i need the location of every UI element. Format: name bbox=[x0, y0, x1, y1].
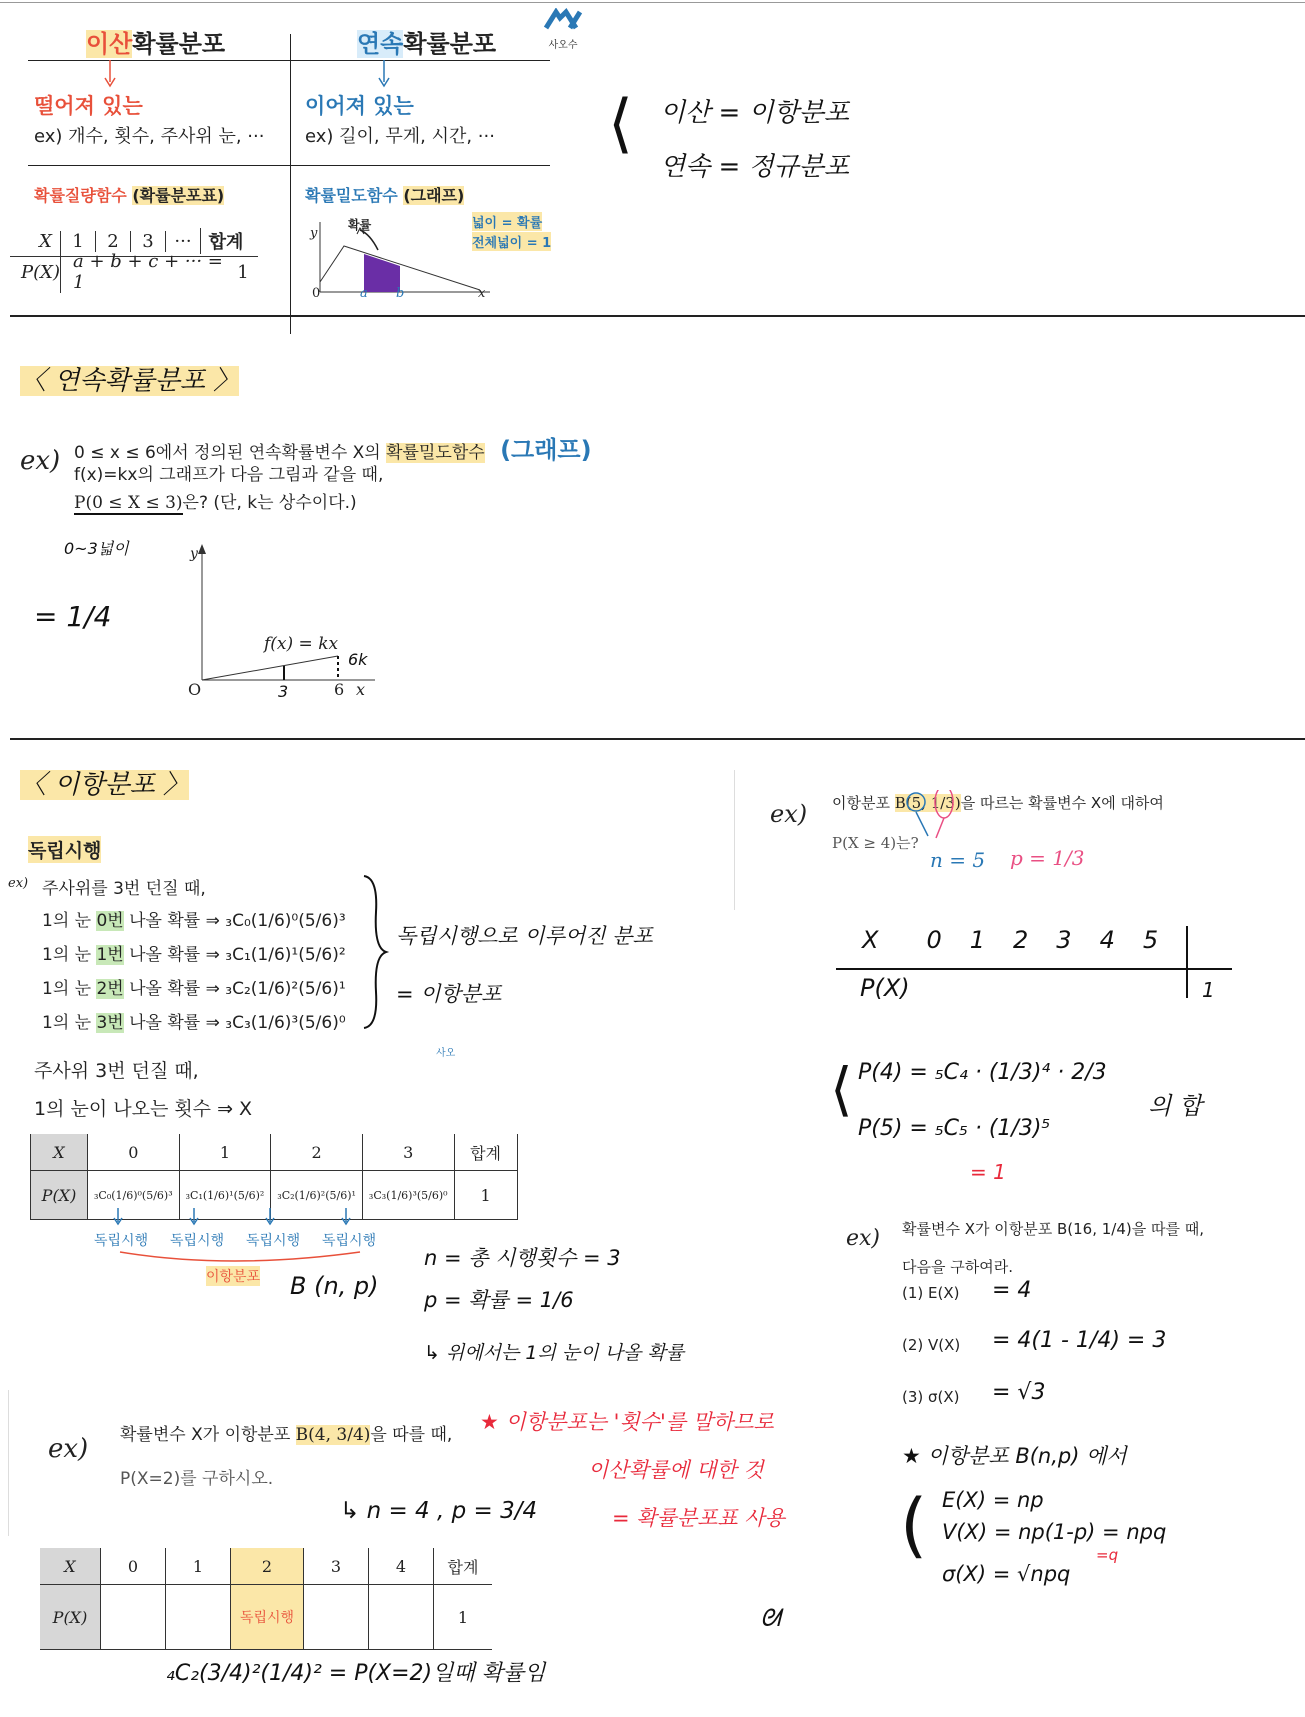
ex3-line1: 확률변수 X가 이항분포 B(16, 1/4)을 따를 때, bbox=[902, 1220, 1205, 1238]
dice-line-prefix: 1의 눈 bbox=[42, 945, 97, 965]
continuous-suffix: 확률분포 bbox=[403, 30, 497, 58]
pmf-x-cell: ··· bbox=[165, 231, 200, 252]
dist-header-cell: 1 bbox=[179, 1134, 271, 1171]
right-line2: P(X ≥ 4)는? bbox=[832, 834, 919, 852]
hand-table-x-row bbox=[862, 926, 1158, 954]
q2: (2) V(X) bbox=[902, 1336, 961, 1354]
pdf-paren: (그래프) bbox=[403, 186, 465, 205]
hand-table-sum: 1 bbox=[1202, 978, 1215, 1002]
mini-logo: 사오 bbox=[436, 1048, 456, 1059]
dice-line-count: 1번 bbox=[96, 945, 124, 965]
dist-row-sum: 1 bbox=[454, 1171, 517, 1220]
table2-header-cell: 0 bbox=[101, 1548, 166, 1585]
dice-line-suffix: 나올 확률 ⇒ ₃C₂(1/6)²(5/6)¹ bbox=[123, 979, 346, 999]
table2-row-sum: 1 bbox=[434, 1585, 493, 1650]
table2 bbox=[40, 1548, 492, 1650]
kx-graph-tick6: 6 bbox=[334, 680, 345, 699]
dice-line-prefix: 1의 눈 bbox=[42, 979, 97, 999]
hand-p5: P(5) = ₅C₅ · (1/3)⁵ bbox=[858, 1116, 1051, 1141]
pmf-sum-header: 합계 bbox=[200, 228, 251, 254]
down-arrow-icon bbox=[100, 60, 120, 90]
logo bbox=[540, 8, 586, 51]
hand-table-x-cell: 1 bbox=[969, 926, 986, 954]
hand-area-answer: = 1/4 bbox=[34, 600, 112, 633]
continuous-title bbox=[357, 24, 496, 59]
formula1: E(X) = np bbox=[942, 1488, 1044, 1512]
ex2-line1 bbox=[120, 1420, 452, 1445]
discrete-title bbox=[86, 24, 225, 59]
hand-scribble: ᘛ bbox=[760, 1604, 781, 1632]
binomial-heading bbox=[20, 764, 189, 801]
pdf-note1: 넓이 = 확률 bbox=[472, 212, 542, 231]
hand-note-1: 이산 = 이항분포 bbox=[660, 98, 850, 128]
hand-table-x-cell: 0 bbox=[926, 926, 942, 954]
formula2: V(X) = np(1-p) = npq bbox=[942, 1520, 1167, 1544]
discrete-prefix: 이산 bbox=[86, 30, 133, 58]
table2-header-cell: 3 bbox=[304, 1548, 369, 1585]
right-line1-prefix: 이항분포 bbox=[832, 794, 895, 812]
pmf-p-total: 1 bbox=[237, 261, 249, 283]
hand-np: ↳ n = 4 , p = 3/4 bbox=[340, 1498, 538, 1524]
hand-bottom: ₄C₂(3/4)²(1/4)² = P(X=2)일때 확률임 bbox=[166, 1661, 546, 1686]
ex3-line2: 다음을 구하여라. bbox=[902, 1258, 1013, 1276]
right-line1 bbox=[832, 792, 1164, 813]
hand-sum: 의 합 bbox=[1148, 1092, 1202, 1120]
pmf-x-header: X bbox=[39, 230, 52, 252]
hand-note-2: 연속 = 정규분포 bbox=[660, 152, 850, 182]
pdf-arrow-label: 확률 bbox=[348, 218, 372, 232]
dice-line-count: 3번 bbox=[96, 1013, 124, 1033]
dice-line-prefix: 1의 눈 bbox=[42, 911, 97, 931]
indep-label: 독립시행 bbox=[170, 1233, 225, 1249]
pmf-p-sum: a + b + c + ··· = 1 bbox=[60, 251, 228, 293]
pdf-axis-y: y bbox=[310, 226, 318, 241]
kx-graph-origin: O bbox=[188, 680, 202, 699]
logo-mark-icon bbox=[542, 8, 584, 32]
pdf-b: b bbox=[396, 286, 405, 301]
right-line1-math: B(5, 1/3) bbox=[894, 794, 961, 812]
continuous-example: ex) 길이, 무게, 시간, ··· bbox=[305, 126, 495, 147]
formula3: σ(X) = √npq bbox=[942, 1562, 1071, 1586]
kx-graph-y: y bbox=[190, 546, 198, 562]
indep-label: 독립시행 bbox=[94, 1233, 149, 1249]
kx-graph-x: x bbox=[356, 680, 366, 699]
dice-title: 주사위를 3번 던질 때, bbox=[42, 879, 206, 899]
dist-header-sum: 합계 bbox=[454, 1134, 517, 1171]
problem-line3-math: P(0 ≤ X ≤ 3) bbox=[74, 493, 183, 513]
hand-paren: ( bbox=[900, 1484, 928, 1566]
hand-table-x-cell: 2 bbox=[1013, 926, 1029, 954]
table2-header-x: X bbox=[40, 1548, 101, 1585]
indep-label: 독립시행 bbox=[322, 1233, 377, 1249]
pdf-a: a bbox=[360, 286, 368, 301]
indep-label: 독립시행 bbox=[246, 1233, 301, 1249]
hand-table-x-cell: 3 bbox=[1056, 926, 1072, 954]
dist-header-x: X bbox=[31, 1134, 88, 1171]
dice-line bbox=[42, 906, 346, 931]
table2-row-px: P(X) bbox=[40, 1585, 101, 1650]
continuous-heading bbox=[20, 360, 239, 397]
hand-table-p: P(X) bbox=[860, 974, 910, 1002]
annot-arrows bbox=[900, 790, 960, 850]
pdf-label bbox=[305, 183, 464, 206]
problem-line2: f(x)=kx의 그래프가 다음 그림과 같을 때, bbox=[74, 465, 384, 485]
hand-brace-icon bbox=[360, 872, 390, 1032]
problem-line1-highlight: 확률밀도함수 bbox=[386, 443, 485, 463]
dice-line-count: 2번 bbox=[96, 979, 124, 999]
dist-row-cell: ₃C₂(1/6)²(5/6)¹ bbox=[271, 1171, 363, 1220]
indep-subheading: 독립시행 bbox=[28, 836, 101, 863]
ex-label: ex) bbox=[20, 446, 61, 476]
ex2-line2: P(X=2)를 구하시오. bbox=[120, 1469, 274, 1489]
a2: = 4(1 - 1/4) = 3 bbox=[992, 1328, 1167, 1353]
a1: = 4 bbox=[992, 1278, 1032, 1303]
hand-p: p = 확률 = 1/6 bbox=[424, 1288, 574, 1312]
kx-graph-tick3: 3 bbox=[278, 682, 289, 701]
table2-row-cell bbox=[304, 1585, 369, 1650]
discrete-desc: 떨어져 있는 bbox=[34, 94, 143, 118]
pmf-x-cell: 2 bbox=[95, 231, 130, 252]
pdf-origin: 0 bbox=[312, 286, 321, 301]
continuous-heading-text: 〈 연속확률분포 〉 bbox=[20, 366, 240, 396]
table2-row-indep: 독립시행 bbox=[231, 1585, 304, 1650]
hand-eq1: = 1 bbox=[970, 1160, 1006, 1184]
pmf-p-header: P(X) bbox=[21, 261, 60, 283]
formula2-q: =q bbox=[1096, 1546, 1119, 1564]
kx-graph-6k: 6k bbox=[348, 650, 368, 669]
pmf-x-cell: 3 bbox=[130, 231, 165, 252]
problem-line1-prefix: 0 ≤ x ≤ 6에서 정의된 연속확률변수 X의 bbox=[74, 443, 387, 463]
table2-row-cell bbox=[101, 1585, 166, 1650]
dice-ex-label: ex) bbox=[8, 876, 29, 891]
pdf-text: 확률밀도함수 bbox=[305, 186, 398, 205]
ex3-label: ex) bbox=[846, 1226, 881, 1251]
right-n: n = 5 bbox=[930, 848, 986, 872]
hand-table-x-cell: 4 bbox=[1099, 926, 1115, 954]
continuous-desc: 이어져 있는 bbox=[305, 94, 414, 118]
dist-header-cell: 3 bbox=[362, 1134, 454, 1171]
binomial-heading-text: 〈 이항분포 〉 bbox=[20, 770, 189, 800]
pdf-axis-x: x bbox=[478, 286, 486, 301]
dice-line-suffix: 나올 확률 ⇒ ₃C₀(1/6)⁰(5/6)³ bbox=[123, 911, 346, 931]
red-note2: 이산확률에 대한 것 bbox=[588, 1458, 764, 1482]
pmf-text: 확률질량함수 bbox=[34, 186, 127, 205]
dist-row-cell: ₃C₁(1/6)¹(5/6)² bbox=[179, 1171, 271, 1220]
table2-row-cell bbox=[166, 1585, 231, 1650]
right-p: p = 1/3 bbox=[1010, 846, 1085, 870]
dice-line-suffix: 나올 확률 ⇒ ₃C₁(1/6)¹(5/6)² bbox=[123, 945, 346, 965]
hand-bracket2: ⟨ bbox=[830, 1055, 853, 1123]
down-arrow-icon bbox=[374, 60, 394, 90]
dice-line bbox=[42, 974, 346, 999]
problem-line1-hand: (그래프) bbox=[500, 436, 592, 464]
hand-table-x-cell: 5 bbox=[1142, 926, 1159, 954]
dist-title1: 주사위 3번 던질 때, bbox=[34, 1060, 199, 1082]
table2-header-cell: 2 bbox=[231, 1548, 304, 1585]
problem-line3 bbox=[74, 488, 357, 513]
ex2-label: ex) bbox=[48, 1434, 89, 1464]
a3: = √3 bbox=[992, 1380, 1046, 1405]
logo-text: 사오수 bbox=[548, 40, 578, 51]
right-line1-suffix: 을 따르는 확률변수 X에 대하여 bbox=[960, 794, 1164, 812]
discrete-suffix: 확률분포 bbox=[132, 30, 226, 58]
continuous-prefix: 연속 bbox=[357, 30, 404, 58]
dice-line-prefix: 1의 눈 bbox=[42, 1013, 97, 1033]
q3: (3) σ(X) bbox=[902, 1388, 960, 1406]
table2-header-cell: 4 bbox=[369, 1548, 434, 1585]
ex2-prefix: 확률변수 X가 이항분포 bbox=[120, 1425, 296, 1445]
hand-brace-note2: = 이항분포 bbox=[396, 982, 502, 1006]
hand-n: n = 총 시행횟수 = 3 bbox=[424, 1246, 621, 1270]
hand-table-x-head: X bbox=[862, 926, 879, 954]
dist-title2: 1의 눈이 나오는 횟수 ⇒ X bbox=[34, 1098, 253, 1120]
kx-graph-func: f(x) = kx bbox=[264, 634, 339, 654]
pmf-x-cell: 1 bbox=[60, 231, 95, 252]
dist-header-cell: 2 bbox=[271, 1134, 363, 1171]
pmf-table bbox=[10, 226, 258, 293]
red-note3: = 확률분포표 사용 bbox=[612, 1506, 785, 1530]
dist-row-cell: ₃C₃(1/6)³(5/6)⁰ bbox=[362, 1171, 454, 1220]
dice-line-suffix: 나올 확률 ⇒ ₃C₃(1/6)³(5/6)⁰ bbox=[123, 1013, 346, 1033]
pmf-label bbox=[34, 183, 224, 206]
dist-row-cell: ₃C₀(1/6)⁰(5/6)³ bbox=[88, 1171, 180, 1220]
hand-p-note: ↳ 위에서는 1의 눈이 나올 확률 bbox=[424, 1342, 685, 1364]
binom-label: 이항분포 bbox=[206, 1266, 260, 1286]
hand-brace-note1: 독립시행으로 이루어진 분포 bbox=[396, 924, 653, 948]
q1: (1) E(X) bbox=[902, 1284, 960, 1302]
discrete-example: ex) 개수, 횟수, 주사위 눈, ··· bbox=[34, 126, 265, 147]
hand-bracket: ⟨ bbox=[608, 87, 633, 161]
dist-header-cell: 0 bbox=[88, 1134, 180, 1171]
dist-row-px: P(X) bbox=[31, 1171, 88, 1220]
right-ex-label: ex) bbox=[770, 800, 808, 828]
ex2-math: B(4, 3/4) bbox=[295, 1425, 371, 1445]
red-note1: ★ 이항분포는 '횟수'를 말하므로 bbox=[480, 1410, 774, 1434]
table2-row-cell bbox=[369, 1585, 434, 1650]
pdf-note2: 전체넓이 = 1 bbox=[472, 232, 551, 251]
table2-header-cell: 1 bbox=[166, 1548, 231, 1585]
hand-area-label: 0~3넓이 bbox=[64, 539, 129, 558]
star-note: ★ 이항분포 B(n,p) 에서 bbox=[902, 1444, 1127, 1468]
dice-line-count: 0번 bbox=[96, 911, 124, 931]
dice-line bbox=[42, 940, 346, 965]
hand-B: B (n, p) bbox=[290, 1272, 379, 1300]
hand-p4: P(4) = ₅C₄ · (1/3)⁴ · 2/3 bbox=[858, 1060, 1107, 1085]
dice-line bbox=[42, 1008, 346, 1033]
table2-header-sum: 합계 bbox=[434, 1548, 493, 1585]
problem-line3-rest: 은? (단, k는 상수이다.) bbox=[182, 493, 357, 513]
pmf-paren: (확률분포표) bbox=[132, 186, 225, 205]
ex2-suffix: 을 따를 때, bbox=[370, 1425, 453, 1445]
